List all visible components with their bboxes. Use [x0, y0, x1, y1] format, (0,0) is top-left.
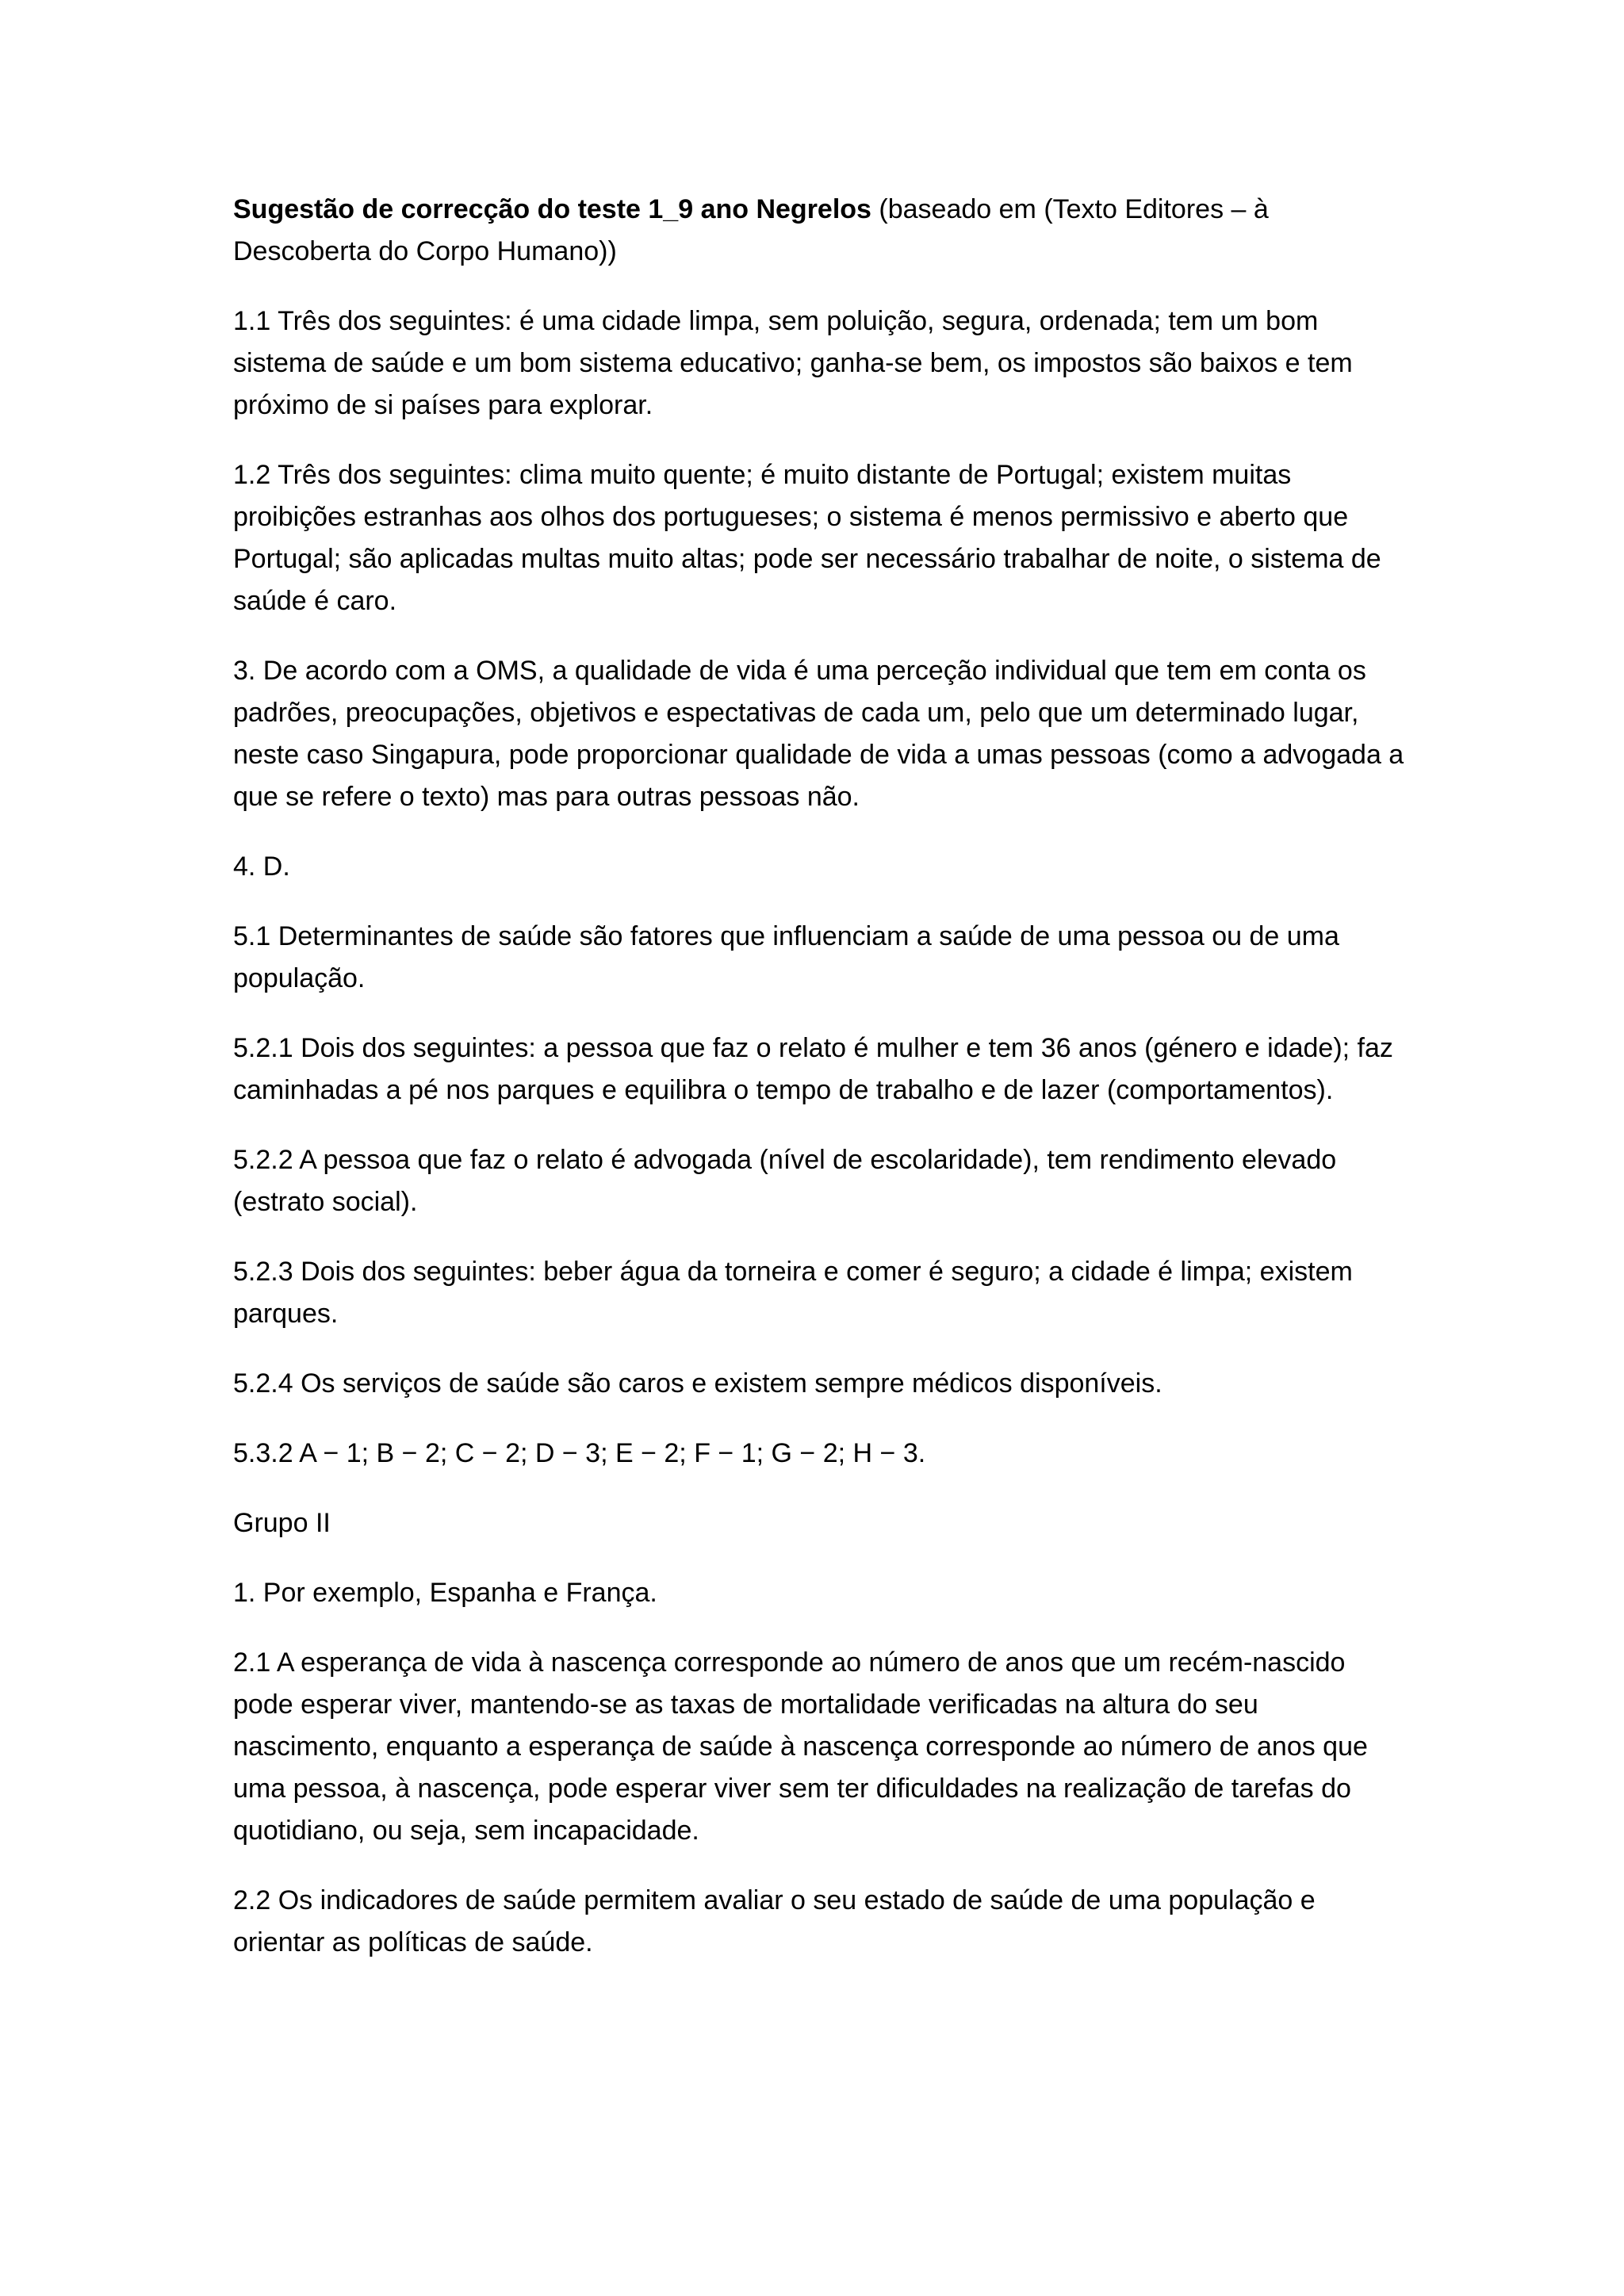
- answer-g2-2-2: 2.2 Os indicadores de saúde permitem avaliar o seu estado de saúde de uma população e orientar as políticas de saúde.: [233, 1885, 1316, 1957]
- title-bold-text: Sugestão de correcção do teste 1_9 ano Negrelos: [233, 194, 871, 224]
- answer-3: 3. De acordo com a OMS, a qualidade de vida é uma perceção individual que tem em conta os padrões, preocupações, objetivos e espectativas de cada um, pelo que um determinado lugar, neste caso Singapura, pode proporcionar qualidade de vida a umas pessoas (como a advogada a que se refere o texto) mas para outras pessoas não.: [233, 656, 1404, 812]
- answer-5-2-1: 5.2.1 Dois dos seguintes: a pessoa que faz o relato é mulher e tem 36 anos (género e idade); faz caminhadas a pé nos parques e equilibra o tempo de trabalho e de lazer (comportamentos).: [233, 1033, 1393, 1105]
- answer-1-2: 1.2 Três dos seguintes: clima muito quente; é muito distante de Portugal; existem muitas proibições estranhas aos olhos dos portugueses; o sistema é menos permissivo e aberto que Portugal; são aplicadas multas muito altas; pode ser necessário trabalhar de noite, o sistema de saúde é caro.: [233, 460, 1381, 616]
- document-body: [233, 189, 1407, 1992]
- document-title: [233, 189, 1407, 273]
- answer-5-1: 5.1 Determinantes de saúde são fatores que influenciam a saúde de uma pessoa ou de uma população.: [233, 921, 1339, 993]
- answer-5-2-2: 5.2.2 A pessoa que faz o relato é advogada (nível de escolaridade), tem rendimento elevado (estrato social).: [233, 1145, 1337, 1217]
- title-source-text: (baseado em (Texto Editores – à Descoberta do Corpo Humano)): [233, 194, 1269, 266]
- answer-g2-1: 1. Por exemplo, Espanha e França.: [233, 1578, 657, 1608]
- answer-g2-2-1: 2.1 A esperança de vida à nascença corresponde ao número de anos que um recém-nascido pode esperar viver, mantendo-se as taxas de mortalidade verificadas na altura do seu nascimento, enquanto a esperança de saúde à nascença corresponde ao número de anos que uma pessoa, à nascença, pode esperar viver sem ter dificuldades na realização de tarefas do quotidiano, ou seja, sem incapacidade.: [233, 1647, 1368, 1846]
- section-heading-grupo-ii: Grupo II: [233, 1508, 331, 1538]
- answer-5-3-2: 5.3.2 A − 1; B − 2; C − 2; D − 3; E − 2; F − 1; G − 2; H − 3.: [233, 1438, 926, 1468]
- answer-4: 4. D.: [233, 851, 290, 882]
- answer-5-2-3: 5.2.3 Dois dos seguintes: beber água da torneira e comer é seguro; a cidade é limpa; existem parques.: [233, 1257, 1353, 1329]
- answer-5-2-4: 5.2.4 Os serviços de saúde são caros e existem sempre médicos disponíveis.: [233, 1368, 1162, 1399]
- answer-1-1: 1.1 Três dos seguintes: é uma cidade limpa, sem poluição, segura, ordenada; tem um bom sistema de saúde e um bom sistema educativo; ganha-se bem, os impostos são baixos e tem próximo de si países para explorar.: [233, 306, 1353, 420]
